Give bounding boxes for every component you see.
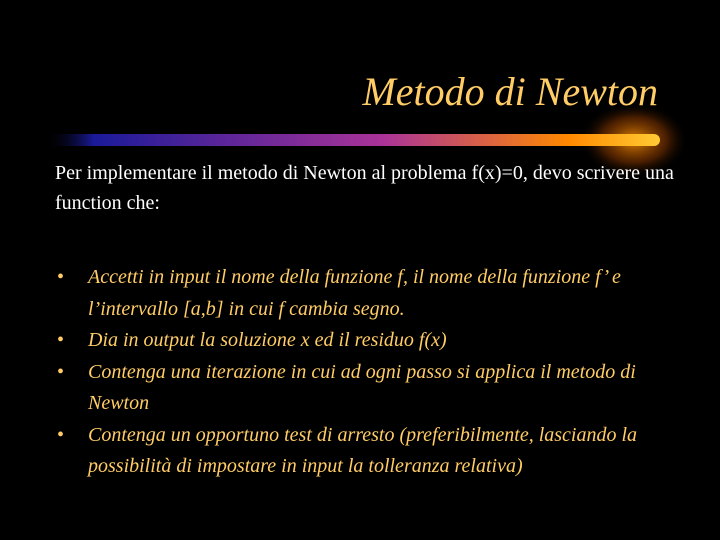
bullet-dot-icon: •: [57, 360, 65, 383]
bullet-text-1: Accetti in input il nome della funzione f, il nome della funzione f’ e l’intervallo [a,b] in cui f cambia segno.: [88, 266, 621, 320]
bullet-dot-icon: •: [57, 423, 65, 446]
bullet-item-4: [55, 420, 675, 483]
bullet-dot-icon: •: [57, 329, 65, 351]
bullet-text-2: Dia in output la soluzione x ed il residuo f(x): [88, 329, 447, 351]
intro-text: Per implementare il metodo di Newton al problema f(x)=0, devo scrivere una function che:: [55, 162, 674, 214]
bullet-item-3: [55, 357, 675, 420]
bullet-text-4: Contenga un opportuno test di arresto (preferibilmente, lasciando la possibilità di impostare in input la tolleranza relativa): [88, 423, 638, 477]
bullet-dot-icon: •: [57, 266, 65, 288]
bullet-item-1: [55, 262, 675, 325]
slide-title: Metodo di Newton: [362, 69, 658, 114]
bullet-text-3: Contenga una iterazione in cui ad ogni passo si applica il metodo di Newton: [88, 360, 636, 414]
title-bar-stroke: [44, 134, 660, 146]
bullet-list: [55, 262, 675, 483]
bullet-item-2: [55, 325, 675, 357]
